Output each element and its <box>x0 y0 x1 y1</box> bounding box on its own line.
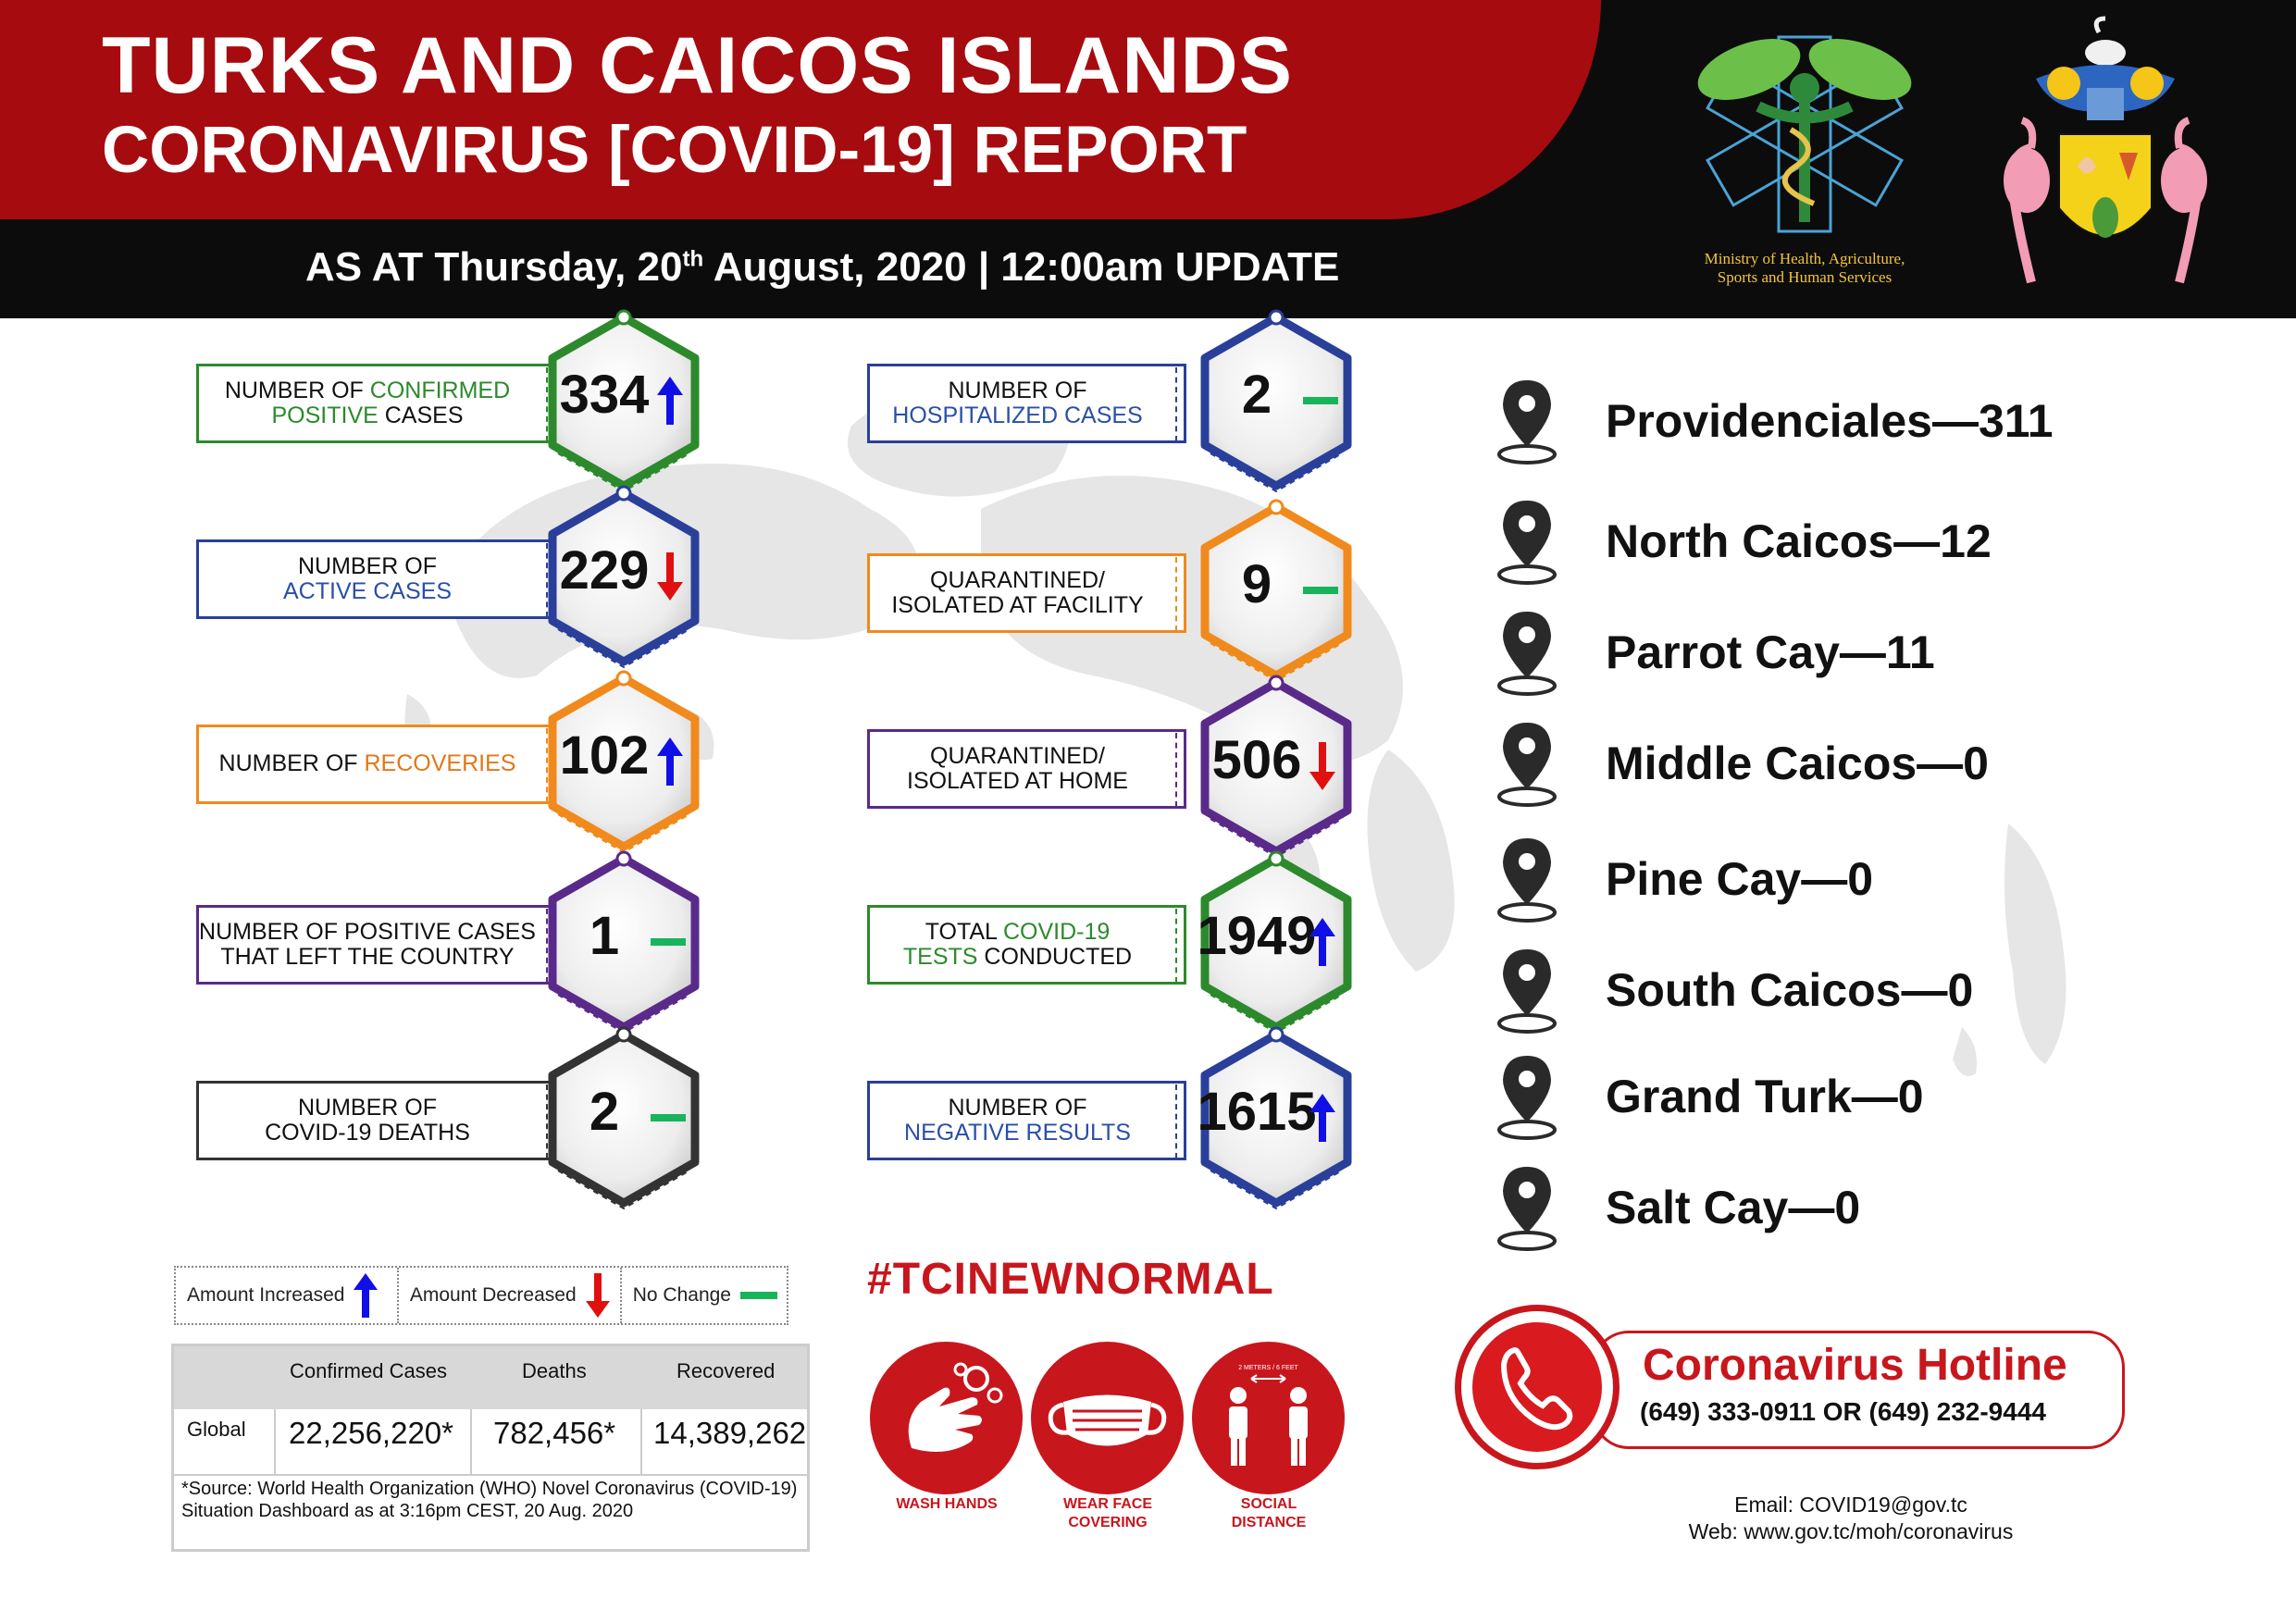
wash-hands-label <box>859 1495 1035 1514</box>
ministry-logo <box>1647 19 1962 296</box>
wash-hands-label-line1: WASH HANDS <box>896 1496 998 1512</box>
card-connector <box>1175 367 1177 441</box>
legend-increased-label: Amount Increased <box>187 1284 345 1306</box>
table-header-recovered: Recovered <box>676 1359 776 1382</box>
stat-card-label <box>867 905 1186 985</box>
label-text: NUMBER OF <box>298 1094 437 1121</box>
location-name: Parrot Cay—11 <box>1606 626 1935 678</box>
wash-hands-icon <box>870 1342 1023 1494</box>
social-distance-circle <box>1192 1342 1345 1494</box>
card-connector <box>1175 733 1177 807</box>
map-pin-icon <box>1490 717 1564 810</box>
stat-value: 229 <box>559 540 650 601</box>
ministry-name-line2: Sports and Human Services <box>1717 268 1893 287</box>
map-pin-icon <box>1490 606 1564 699</box>
global-confirmed-value: 22,256,220* <box>289 1416 454 1450</box>
map-pin-icon <box>1490 375 1564 467</box>
label-text: QUARANTINED/ <box>930 742 1105 769</box>
legend-decreased <box>399 1268 622 1323</box>
label-highlight: POSITIVE <box>271 403 379 428</box>
table-header-confirmed: Confirmed Cases <box>290 1359 447 1382</box>
arrow-down-icon <box>1309 740 1336 792</box>
label-text: NUMBER OF <box>948 377 1087 403</box>
label-highlight: NEGATIVE RESULTS <box>904 1120 1131 1146</box>
location-item <box>1490 837 1873 921</box>
contact-web[interactable]: Web: www.gov.tc/moh/coronavirus <box>1688 1518 2014 1543</box>
contact-email[interactable]: Email: COVID19@gov.tc <box>1734 1493 1967 1517</box>
arrow-up-icon <box>352 1271 379 1319</box>
label-highlight: RECOVERIES <box>364 750 516 777</box>
location-item <box>1490 1166 1860 1249</box>
location-item <box>1490 722 1989 805</box>
location-item <box>1490 379 2054 463</box>
hotline-phone-badge <box>1455 1305 1620 1469</box>
hotline-title: Coronavirus Hotline <box>1643 1341 2067 1390</box>
stat-value: 1949 <box>1197 906 1317 966</box>
table-divider <box>640 1409 642 1474</box>
label-highlight: HOSPITALIZED CASES <box>892 403 1143 428</box>
card-connector <box>1175 1084 1177 1158</box>
dash-icon <box>1303 395 1338 406</box>
location-name: Salt Cay—0 <box>1606 1182 1861 1233</box>
stat-card-label <box>867 1081 1186 1160</box>
phone-icon <box>1461 1311 1613 1463</box>
global-recovered-value: 14,389,262 <box>653 1416 807 1450</box>
face-mask-icon <box>1031 1342 1184 1494</box>
dash-icon <box>740 1290 777 1301</box>
arrow-up-icon <box>656 736 684 787</box>
stat-value: 1615 <box>1197 1082 1317 1142</box>
card-connector <box>1175 909 1177 983</box>
stat-hexagon <box>541 310 706 495</box>
stat-hexagon <box>1194 675 1359 861</box>
label-text: TOTAL <box>925 918 1003 945</box>
wash-hands-circle <box>870 1342 1023 1494</box>
location-name: Pine Cay—0 <box>1606 853 1874 905</box>
coat-of-arms-icon <box>1980 14 2230 291</box>
stat-hexagon <box>1194 500 1359 685</box>
legend-no-change-label: No Change <box>632 1284 731 1306</box>
location-item <box>1490 611 1935 694</box>
legend-no-change <box>622 1268 787 1323</box>
label-text: NUMBER OF <box>298 552 437 579</box>
hotline-numbers: (649) 333-0911 OR (649) 232-9444 <box>1640 1397 2046 1426</box>
stat-value: 2 <box>1241 365 1272 425</box>
location-name: Grand Turk—0 <box>1606 1071 1924 1122</box>
arrow-down-icon <box>584 1271 612 1319</box>
stat-value: 2 <box>589 1082 620 1142</box>
label-text: ISOLATED AT HOME <box>907 768 1128 794</box>
trend-legend <box>174 1266 788 1325</box>
page-title: TURKS AND CAICOS ISLANDS <box>102 21 1293 110</box>
legend-increased <box>176 1268 399 1323</box>
global-deaths-value: 782,456* <box>493 1416 616 1450</box>
location-name: Providenciales—311 <box>1606 395 2054 447</box>
label-text: CASES <box>378 403 464 428</box>
map-pin-icon <box>1490 1161 1564 1254</box>
face-mask-circle <box>1031 1342 1184 1494</box>
map-pin-icon <box>1490 495 1564 588</box>
stat-card-label <box>196 905 557 985</box>
arrow-up-icon <box>1309 1092 1336 1144</box>
location-name: North Caicos—12 <box>1606 515 1992 567</box>
dash-icon <box>651 936 686 948</box>
stat-hexagon <box>541 1027 706 1212</box>
stat-value: 1 <box>589 906 620 966</box>
label-text: NUMBER OF <box>948 1094 1087 1121</box>
report-date <box>305 244 1339 291</box>
location-item <box>1490 1055 1924 1138</box>
location-item <box>1490 948 1973 1032</box>
social-distance-label <box>1181 1495 1357 1532</box>
coat-of-arms-logo <box>1980 14 2230 291</box>
table-header-deaths: Deaths <box>522 1359 587 1382</box>
date-prefix: AS AT Thursday, 20 <box>305 244 683 290</box>
stat-card-label <box>867 729 1186 809</box>
face-mask-label-line1: WEAR FACE <box>1063 1496 1152 1512</box>
stat-card-label <box>867 364 1186 443</box>
stat-card-label <box>196 725 557 804</box>
location-name: South Caicos—0 <box>1606 964 1974 1016</box>
social-distance-label-line1: SOCIAL <box>1240 1496 1297 1512</box>
table-source-note: *Source: World Health Organization (WHO) Novel Coronavirus (COVID-19) Situation Dashboard as at 3:16pm CEST, 20 Aug. 2020 <box>181 1479 798 1521</box>
dash-icon <box>1303 585 1338 596</box>
stat-value: 102 <box>559 725 650 786</box>
label-text: NUMBER OF <box>224 377 370 403</box>
table-row-label: Global <box>187 1418 246 1441</box>
stat-hexagon <box>541 671 706 856</box>
location-item <box>1490 500 1992 583</box>
label-highlight: TESTS <box>902 944 978 970</box>
stat-value: 9 <box>1241 554 1272 614</box>
page-subtitle: CORONAVIRUS [COVID-19] REPORT <box>102 114 1247 187</box>
face-mask-label-line2: COVERING <box>1068 1515 1148 1530</box>
distance-caption: 2 METERS / 6 FEET <box>1238 1365 1298 1371</box>
stat-card-label <box>867 553 1186 633</box>
date-sup: th <box>682 246 704 272</box>
label-text: THAT LEFT THE COUNTRY <box>220 944 515 970</box>
arrow-up-icon <box>1309 916 1336 968</box>
global-stats-table <box>171 1344 810 1552</box>
table-divider <box>274 1409 276 1474</box>
arrow-down-icon <box>656 551 684 602</box>
contact-info <box>1638 1492 2064 1545</box>
dash-icon <box>651 1112 686 1123</box>
stat-hexagon <box>1194 851 1359 1036</box>
table-divider <box>470 1409 472 1474</box>
map-pin-icon <box>1490 944 1564 1036</box>
ministry-name-line1: Ministry of Health, Agriculture, <box>1704 250 1905 267</box>
stat-value: 506 <box>1211 730 1302 790</box>
table-divider <box>174 1474 807 1476</box>
stat-card-label <box>196 539 557 619</box>
label-text: NUMBER OF <box>218 750 365 777</box>
stat-hexagon <box>541 851 706 1036</box>
map-pin-icon <box>1490 1050 1564 1143</box>
face-mask-label <box>1020 1495 1196 1532</box>
stat-value: 334 <box>559 365 650 425</box>
label-highlight: CONFIRMED <box>369 377 511 403</box>
stat-hexagon <box>541 486 706 671</box>
stat-hexagon <box>1194 1027 1359 1212</box>
map-pin-icon <box>1490 833 1564 925</box>
social-distance-label-line2: DISTANCE <box>1231 1515 1307 1530</box>
arrow-up-icon <box>656 375 684 427</box>
social-distance-icon <box>1192 1342 1345 1494</box>
location-name: Middle Caicos—0 <box>1606 737 1989 789</box>
stat-card-label <box>196 1081 557 1160</box>
label-text: ISOLATED AT FACILITY <box>891 592 1144 618</box>
date-suffix: August, 2020 | 12:00am UPDATE <box>703 244 1340 290</box>
new-normal-hashtag: #TCINEWNORMAL <box>867 1255 1274 1304</box>
label-highlight: ACTIVE CASES <box>283 578 452 604</box>
star-of-life-icon <box>1647 19 1962 250</box>
stat-card-label <box>196 364 557 443</box>
label-text: NUMBER OF POSITIVE CASES <box>199 918 536 945</box>
card-connector <box>1175 557 1177 631</box>
stat-hexagon <box>1194 310 1359 495</box>
label-text: CONDUCTED <box>977 944 1133 970</box>
label-text: COVID-19 DEATHS <box>265 1120 470 1146</box>
legend-decreased-label: Amount Decreased <box>409 1284 577 1306</box>
label-text: QUARANTINED/ <box>930 566 1105 593</box>
label-highlight: COVID-19 <box>1002 918 1111 945</box>
